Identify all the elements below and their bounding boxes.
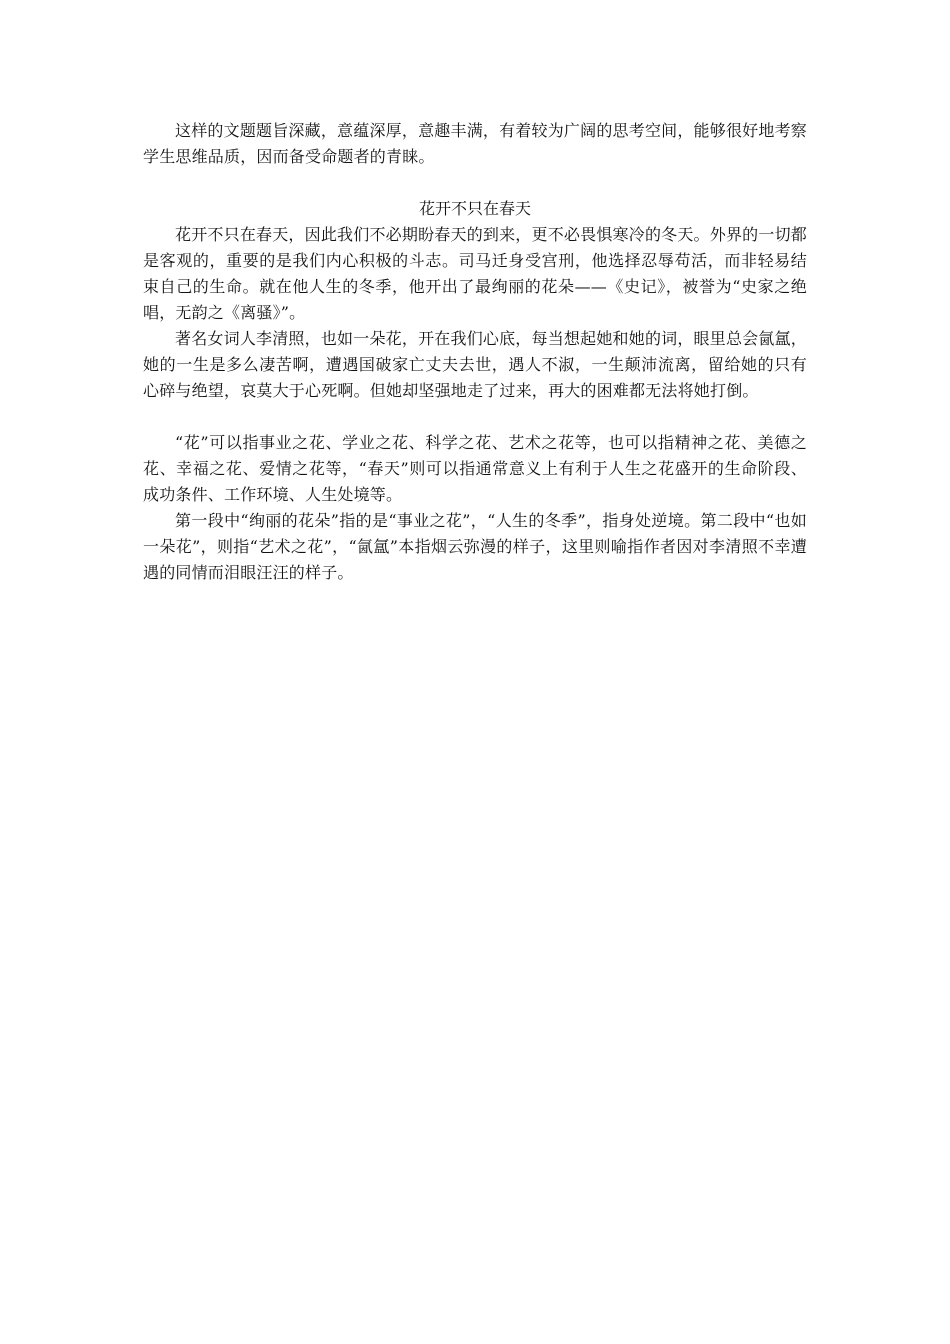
- essay-paragraph-2: 著名女词人李清照，也如一朵花，开在我们心底，每当想起她和她的词，眼里总会氤氲，她的一生是多么凄苦啊，遭遇国破家亡丈夫去世，遇人不淑，一生颠沛流离，留给她的只有心碎与绝望，哀莫大于心死啊。但她却坚强地走了过来，再大的困难都无法将她打倒。: [143, 329, 807, 400]
- document-page: [143, 118, 807, 586]
- analysis-paragraph-2: 第一段中“绚丽的花朵”指的是“事业之花”，“人生的冬季”，指身处逆境。第二段中“也如一朵花”，则指“艺术之花”，“氤氲”本指烟云弥漫的样子，这里则喻指作者因对李清照不幸遭遇的同情而泪眼汪汪的样子。: [143, 511, 807, 582]
- analysis-paragraph-1: “花”可以指事业之花、学业之花、科学之花、艺术之花等，也可以指精神之花、美德之花、幸福之花、爱情之花等，“春天”则可以指通常意义上有利于人生之花盛开的生命阶段、成功条件、工作环境、人生处境等。: [143, 433, 807, 504]
- essay-title: 花开不只在春天: [418, 199, 531, 218]
- essay-paragraph-1: 花开不只在春天，因此我们不必期盼春天的到来，更不必畏惧寒冷的冬天。外界的一切都是客观的，重要的是我们内心积极的斗志。司马迁身受宫刑，他选择忍辱苟活，而非轻易结束自己的生命。就在他人生的冬季，他开出了最绚丽的花朵——《史记》，被誉为“史家之绝唱，无韵之《离骚》”。: [143, 225, 807, 322]
- intro-paragraph: 这样的文题题旨深藏，意蕴深厚，意趣丰满，有着较为广阔的思考空间，能够很好地考察学生思维品质，因而备受命题者的青睐。: [143, 121, 807, 166]
- spacer: [143, 170, 807, 196]
- spacer: [143, 404, 807, 430]
